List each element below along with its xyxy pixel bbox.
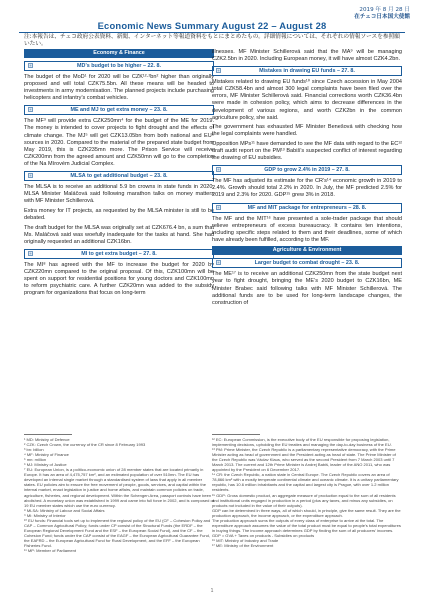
footnote: ¹⁶ MIT: Ministry of Industry and Trade [212, 537, 279, 543]
footnotes-left [24, 437, 214, 553]
footnote: ³ bn: billion [24, 447, 44, 453]
footnote: ¹⁰ EU funds: Financial tools set up to implement the regional policy of the EU (CF – Cohesion Policy and CAP – Common Agricultural Policy; funds under CP consist of the Structural Funds (the ERDF – the European Regional Development Fund and the ESF – the European Social Fund), and the CF – the Cohesion Fund; funds under the CAP consist of the EAGF – the European Agricultural Guarantee Fund, the EAFRD – the European Agricultural Fund for Rural Development, and the EFF – the European Fisheries Fund. [24, 517, 211, 548]
footnote-rule [24, 434, 72, 435]
article-heading [212, 258, 402, 268]
footnote: The production approach sums the outputs of every class of enterprise to arrive at the total. The expenditure approach assumes the value of the total product must be equal to people’s total expenditures in buying things. The income approach determines GDP by finding the sum of all producers’ incomes. [212, 517, 401, 533]
article-paragraph: The MI⁸ has agreed with the MF to increase the budget for 2020 by CZK220mn compared to the original proposal. Of this, CZK100mn will be spent on support for residential positions for young doctors and CZK100mn to reform psychiatric care. A further CZK20mn was added to the subsidy program for organizations that focus on long-term [24, 261, 214, 297]
footnote: ¹ MD: Ministry of Defence [24, 437, 70, 442]
article-heading [212, 165, 402, 175]
article-paragraph: The MF and the MIT¹⁶ have presented a sole-trader package that should relieve entrepreneurs of excess bureaucracy. It contains ten intentions, including specific steps related to them and their deadlines, some of which have already been fulfilled, according to the MF. [212, 215, 402, 243]
document-icon [28, 173, 33, 178]
footnotes-right [212, 437, 402, 548]
intro-note: 注:本報告は、チェコ政府公表資料、新聞、インターネット等報道資料をもとにまとめたもの。詳細情報については、それぞれの情報ソースを参照願いたい。 [24, 34, 400, 47]
document-icon [216, 205, 221, 210]
article-paragraph: The government has exhausted MF Minister Benešová with checking how the legal complaints were handled. [212, 124, 402, 138]
footnote: ¹¹ MP: Member of Parliament [24, 548, 76, 554]
article-title: MI to get extra budget – 27. 8. [81, 250, 157, 257]
article-heading [24, 61, 214, 71]
article-title: Larger budget to combat drought – 23. 8. [254, 260, 360, 267]
section-heading-agriculture: Agriculture & Environment [212, 246, 402, 255]
article-paragraph: illnesses. MF Minister Schillerová said that the MA⁹ will be managing CZK2.5bn in 2020. Including European money, it will have almost CZK4.2bn. [212, 49, 402, 63]
footnote: ⁷ EU: European Union, is a politico-economic union of 28 member states that are located primarily in Europe. It has an area of 4,475,757 km², and an estimated population of over 510mn. The EU has developed an internal single market through a standardised system of laws that apply in all member states. EU policies aim to ensure the free movement of people, goods, services, and capital within the internal market, enact legislation in justice and home affairs, and maintain common policies on trade, agriculture, fisheries, and regional development. Within the Schengen Area, passport controls have been abolished. A monetary union was established in 1999 and came into full force in 2002, and is composed of 19 EU member states which use the euro currency. [24, 467, 214, 508]
article-heading [24, 249, 214, 259]
article-paragraph: Opposition MPs¹¹ have demanded to see the MF data with regard to the EC¹² draft audit report on the PM¹³ Babiš’s suspected conflict of interest regarding the drawing of EU subsidies. [212, 140, 402, 162]
footnote: ¹⁴ CR: the Czech Republic, a nation state in Central Europe. The Czech Republic covers an area of 78,866 km² with a mostly temperate continental climate and oceanic climate. It is a unitary parliamentary republic, has 10.6 million inhabitants and the capital and largest city is Prague, with over 1.2 million residents. [212, 472, 399, 493]
footnote: ² CZK: Czech Crown, the currency of the CR since 8 February 1993 [24, 442, 146, 448]
article-title: GDP to grow 2.4% in 2019 – 27. 8. [264, 167, 350, 174]
document-icon [28, 63, 33, 68]
right-column [212, 49, 402, 309]
title-divider [19, 32, 405, 33]
report-date: 2019 年 8 月 28 日 [359, 7, 410, 13]
page-header [354, 7, 410, 20]
footnote: ⁸ MLSA: Ministry of Labour and Social Affairs [24, 507, 105, 513]
article-paragraph: The MLSA is to receive an additional 5.9 bn crowns in state funds in 2020, MLSA Minister Maláčová said following marathon talks on money matters with MF Minister Schillerová. [24, 184, 214, 205]
footnote: ⁹ MI: Ministry of Interior [24, 512, 66, 518]
page-title: Economic News Summary August 22 – August 28 [97, 20, 327, 31]
article-paragraph: Mistakes related to drawing EU funds¹⁰ since Czech accession in May 2004 total CZK58.4bn and almost 300 legal complaints have been filed over the errors, MF Minister Schillerová said. Financial corrections worth CZK36.4bn were made in cohesion policy, which aims to decrease differences in the development of various regions, and worth CZK2bn in the common agriculture policy, she said. [212, 79, 402, 121]
article-heading [24, 105, 214, 115]
article-title: MF and MIT package for entrepreneurs – 28. 8. [247, 204, 367, 211]
footnote-rule [212, 434, 260, 435]
footnote: GDP = GVA + Taxes on products - Subsidies on products [212, 532, 315, 538]
left-column [24, 49, 214, 300]
article-heading [212, 66, 402, 76]
page-number: 1 [210, 588, 214, 594]
article-title: MLSA to get additional budget – 23. 8. [70, 173, 168, 180]
article-paragraph: The budget of the MoD¹ for 2020 will be CZK¹²·²bn² higher than originally proposed and will total CZK75.5bn. All these means will be headed to investments in army modernisation. The planned projects include purchasing helicopters and infantry’s combat vehicles. [24, 74, 214, 102]
article-heading [24, 171, 214, 181]
footnote: ¹⁵ GDP: Gross domestic product, an aggregate measure of production equal to the sum of all residents and institutional units engaged in production in a period (plus any taxes, and minus any subsidies, on products not included in the value of their outputs). [212, 492, 396, 508]
footnote: ¹⁷ ME: Ministry of the Environment [212, 542, 274, 548]
footnote: GDP can be determined in three ways, all of which should, in principle, give the same result. They are the production approach, the income approach, or the expenditure approach. [212, 507, 401, 518]
article-paragraph: The draft budget for the MLSA was originally set at CZK676.4 bn, a sum that Ms. Maláčová said was woefully inadequate for the tasks at hand. She had originally requested an additional CZK16bn. [24, 224, 214, 245]
document-icon [28, 251, 33, 256]
article-paragraph: The ME¹⁷ is to receive an additional CZK250mn from the state budget next year to fight drought, bringing the ME’s 2020 budget to CZK16bn, ME Minister Brabec said following talks with MF Minister Schillerová. The additional funds are to be used for long-term landscape changes, the construction of [212, 271, 402, 306]
article-title: ME and MJ to get extra money – 23. 8. [70, 107, 168, 114]
footnote: ¹³ PM: Prime Minister, the Czech Republic is a parliamentary representative democracy, with the Prime Minister acting as head of government and the President acting as head of state. The Prime Minister of the Czech Republic was Václav Klaus, who served as the second President from 7 March 2003 until 7 March 2013. The current and 12th Prime Minister is Andrej Babiš, leader of the ANO 2011, who was appointed by the President on 6 December 2017. [212, 447, 396, 473]
document-icon [28, 107, 33, 112]
embassy-name: 在チェコ日本国大使館 [354, 13, 410, 20]
article-paragraph: The MF³ will provide extra CZK250mn⁴ for the budget of the ME for 2019. The money is intended to cover projects to fight drought and the effects of climate change. The MJ⁵ will get CZK13.05bn from both national and EU⁶ sources in 2020. Compared to the material of the prepared state budget from May 2019, this is CZK235mn more. The Prison Service will receive CZK200mn from the agreed amount and CZK50mn will go to the completion of the Na Mírovém Judicial Complex. [24, 118, 214, 167]
document-icon [216, 260, 221, 265]
article-paragraph: Extra money for IT projects, as requested by the MLSA minister is still to be debated. [24, 207, 214, 221]
footnote: ⁴ MF: Ministry of Finance [24, 452, 69, 458]
article-title: MD’s budget to be higher – 22. 8. [77, 63, 161, 69]
document-icon [216, 167, 221, 172]
document-icon [216, 68, 221, 73]
article-title: Mistakes in drawing EU funds – 27. 8. [259, 68, 355, 75]
footnote: ⁵ mn: million [24, 457, 47, 463]
article-heading [212, 203, 402, 213]
section-heading-economy: Economy & Finance [24, 49, 214, 58]
footnote: ¹² EC: European Commission, is the executive body of the EU responsible for proposing legislation, implementing decisions, upholding the EU treaties and managing the day-to-day business of the EU. [212, 437, 392, 448]
article-paragraph: The MF has adjusted its estimate for the CR’s¹⁴ economic growth in 2019 to 2.4%. Growth should total 2.2% in 2020. In July, the MF predicted 2.5% for 2019 and 2.3% for 2020. GDP¹⁵ grew 3% in 2018. [212, 178, 402, 199]
footnote: ⁶ MJ: Ministry of Justice [24, 462, 67, 468]
